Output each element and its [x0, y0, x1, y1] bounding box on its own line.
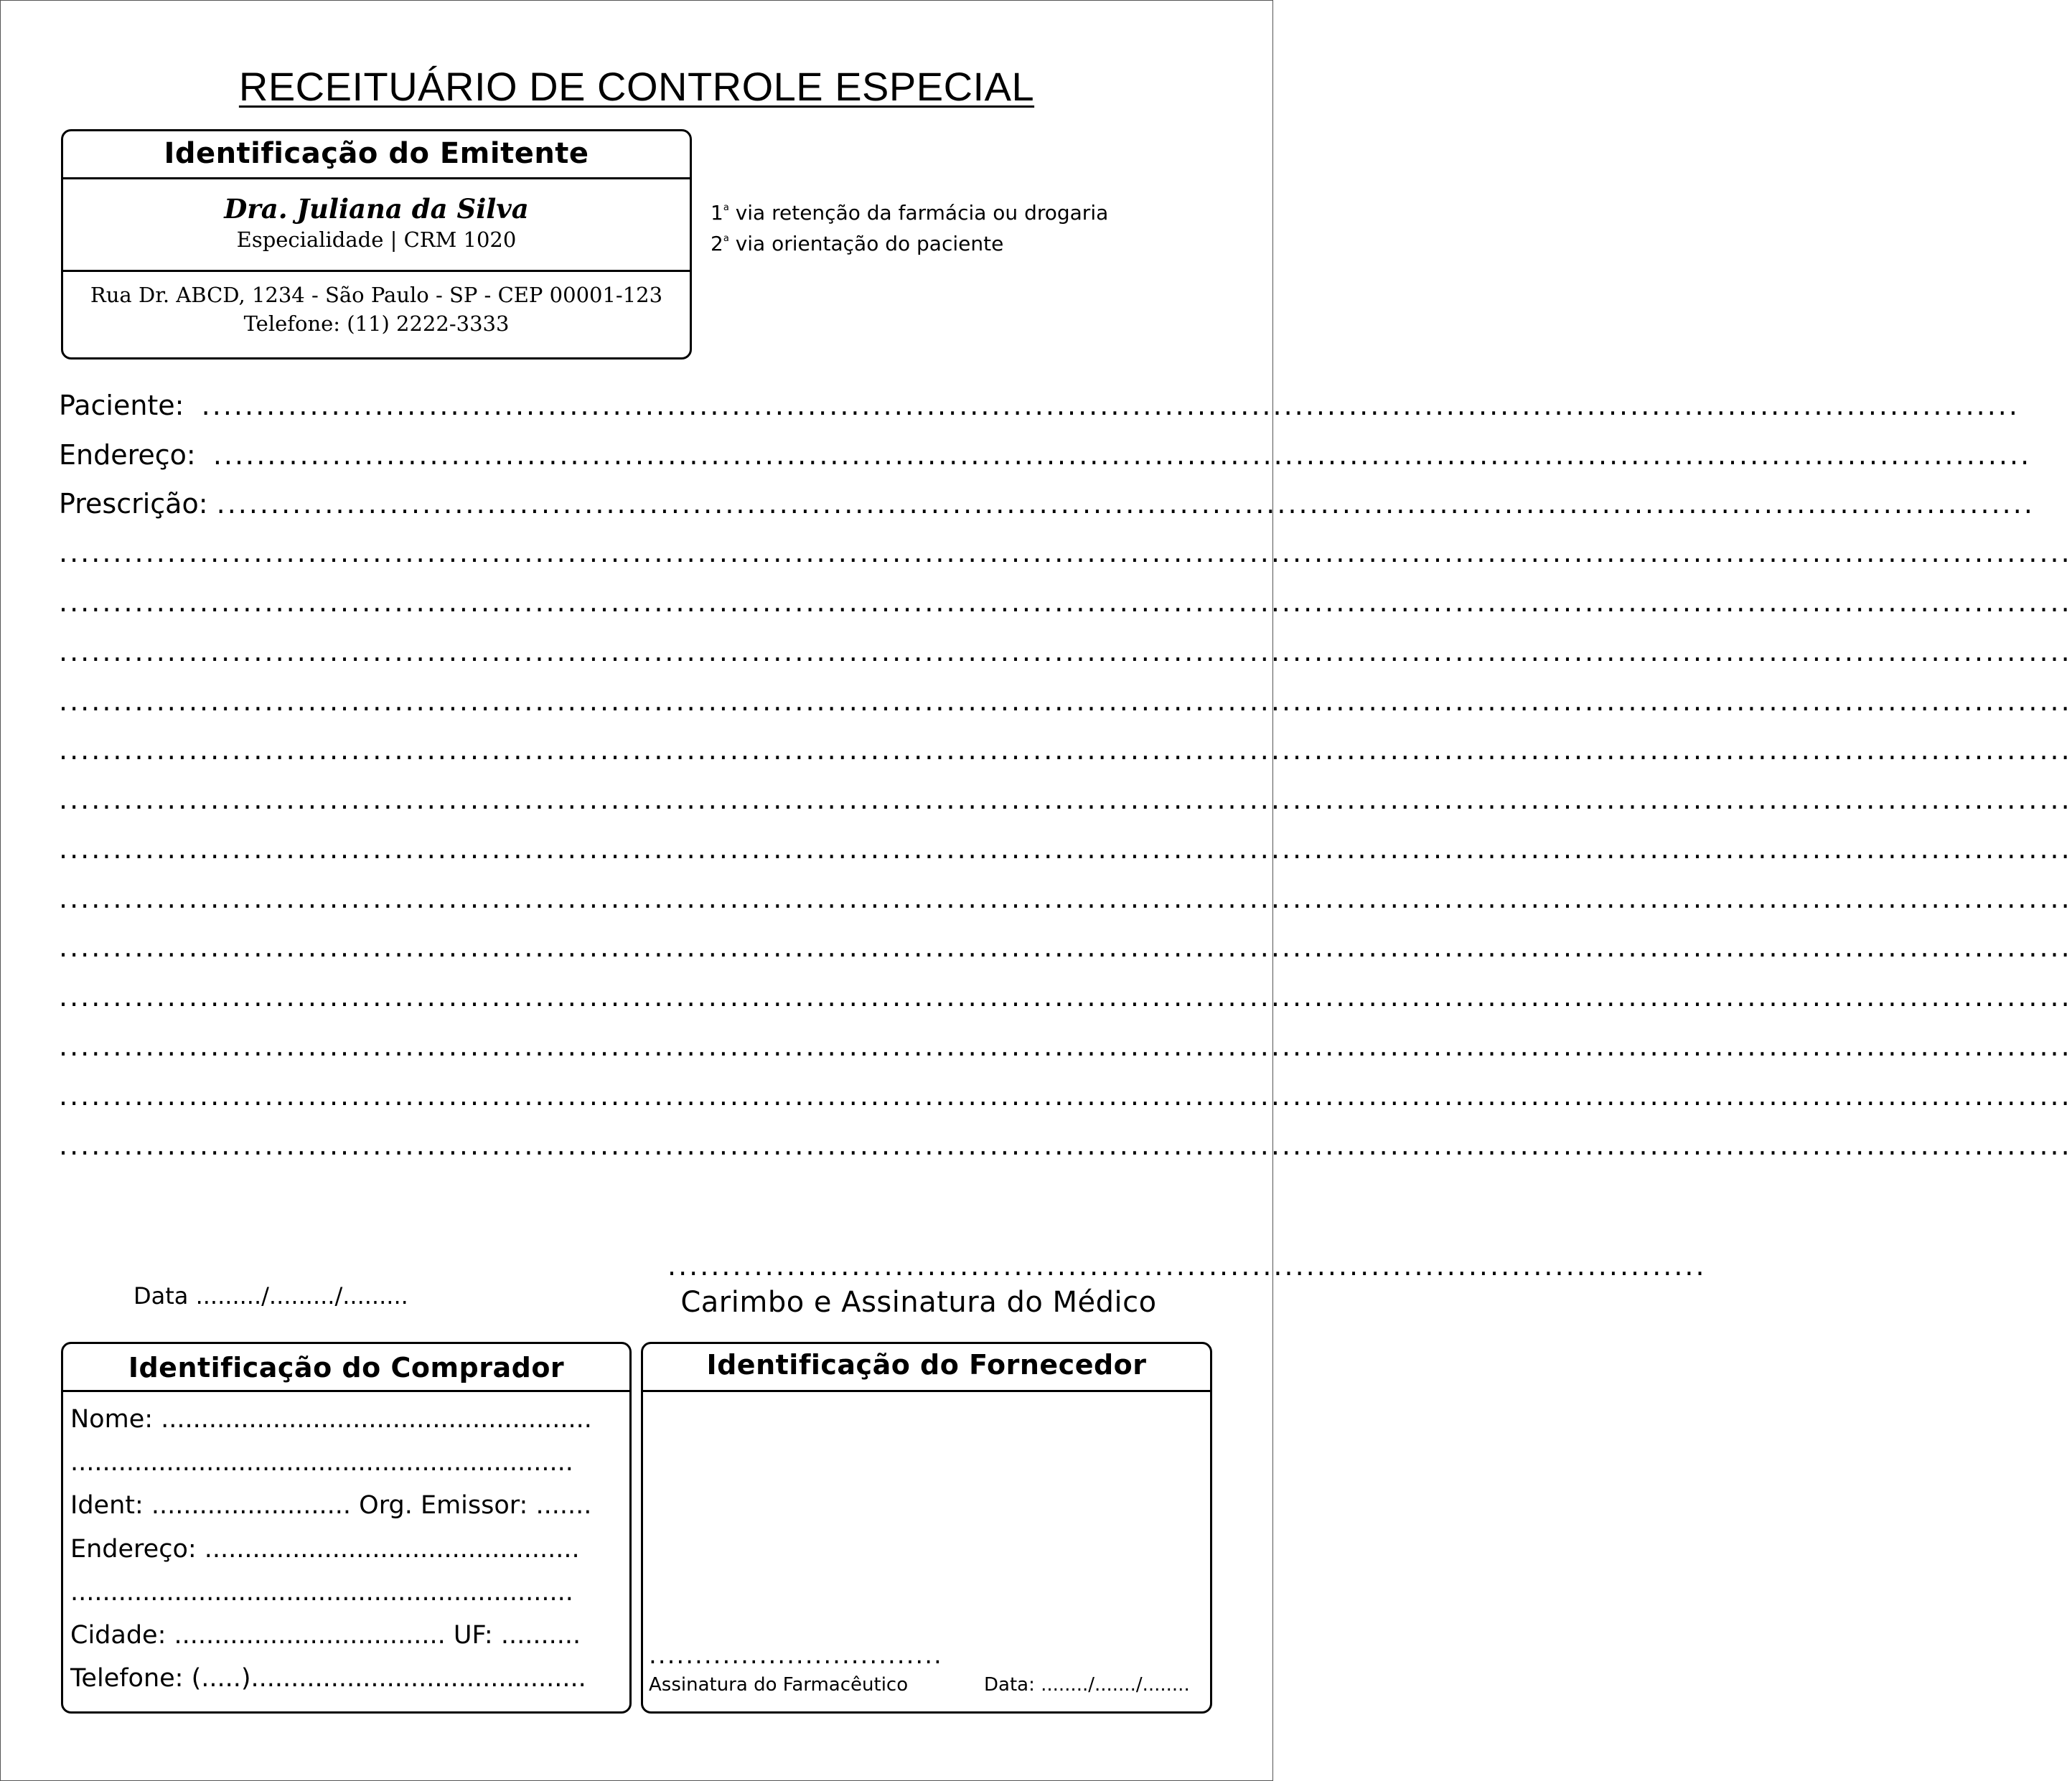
paciente-label: Paciente:	[59, 390, 184, 421]
prescription-line[interactable]: ..........................................................................................................................................................................................	[59, 1030, 2072, 1062]
endereco-field[interactable]	[59, 439, 1201, 471]
pharmacist-signature-line[interactable]: ................................	[649, 1641, 943, 1670]
fornecedor-heading: Identificação do Fornecedor	[643, 1344, 1210, 1392]
prescription-line[interactable]: ..........................................................................................................................................................................................	[59, 1129, 2072, 1161]
comprador-nome-cont[interactable]: ...............................................................	[70, 1448, 573, 1477]
emitente-address: Rua Dr. ABCD, 1234 - São Paulo - SP - CEP 00001-123	[90, 283, 663, 307]
prescription-line[interactable]: ..........................................................................................................................................................................................	[59, 784, 2072, 815]
prescricao-label: Prescrição:	[59, 488, 208, 520]
emitente-contact	[63, 272, 690, 338]
comprador-ident[interactable]: Ident: ......................... Org. Emissor: .......	[70, 1491, 592, 1520]
emitente-box	[61, 129, 692, 360]
pharmacist-signature-label: Assinatura do Farmacêutico	[649, 1674, 909, 1696]
comprador-heading: Identificação do Comprador	[63, 1344, 629, 1392]
prescription-line[interactable]: ..........................................................................................................................................................................................	[59, 636, 2072, 667]
emitente-phone: Telefone: (11) 2222-3333	[243, 311, 510, 336]
endereco-label: Endereço:	[59, 439, 196, 471]
emitente-heading: Identificação do Emitente	[63, 131, 690, 179]
comprador-box	[61, 1342, 632, 1714]
prescription-line[interactable]: ..........................................................................................................................................................................................	[59, 883, 2072, 914]
prescricao-field[interactable]	[59, 488, 1201, 520]
prescription-line[interactable]: ..........................................................................................................................................................................................	[59, 685, 2072, 717]
comprador-endereco-cont[interactable]: ...............................................................	[70, 1578, 573, 1607]
prescription-line[interactable]: ..........................................................................................................................................................................................	[59, 734, 2072, 766]
prescription-line[interactable]: ..........................................................................................................................................................................................	[59, 931, 2072, 963]
fornecedor-date[interactable]: Data: ......../......./........	[984, 1674, 1190, 1696]
comprador-cidade[interactable]: Cidade: .................................. UF: ..........	[70, 1621, 581, 1650]
doctor-name: Dra. Juliana da Silva	[224, 193, 529, 225]
doctor-specialty: Especialidade | CRM 1020	[236, 227, 517, 252]
doctor-signature-line[interactable]: ................................................................................................	[667, 1250, 1707, 1282]
prescription-line[interactable]: ..........................................................................................................................................................................................	[59, 981, 2072, 1012]
prescription-date[interactable]: Data ........./........./.........	[133, 1282, 408, 1310]
page-title: RECEITUÁRIO DE CONTROLE ESPECIAL	[238, 64, 1035, 109]
paciente-field[interactable]	[59, 390, 1201, 421]
prescription-line[interactable]: ..........................................................................................................................................................................................	[59, 537, 2072, 568]
prescription-line[interactable]: ..........................................................................................................................................................................................	[59, 1080, 2072, 1112]
comprador-endereco[interactable]: Endereço: ...............................................	[70, 1535, 580, 1564]
prescription-line[interactable]: ..........................................................................................................................................................................................	[59, 833, 2072, 865]
via-1: 1$^a$ via retenção da farmácia ou drogaria	[711, 201, 1109, 225]
prescription-line[interactable]: ..........................................................................................................................................................................................	[59, 586, 2072, 618]
via-2: 2$^a$ via orientação do paciente	[711, 232, 1004, 255]
doctor-signature-label: Carimbo e Assinatura do Médico	[680, 1286, 1157, 1319]
comprador-telefone[interactable]: Telefone: (.....)..........................................	[70, 1664, 586, 1693]
comprador-nome[interactable]: Nome: ......................................................	[70, 1405, 592, 1434]
vias-note	[711, 195, 1108, 257]
doctor-block	[63, 179, 690, 272]
fornecedor-box	[641, 1342, 1212, 1714]
